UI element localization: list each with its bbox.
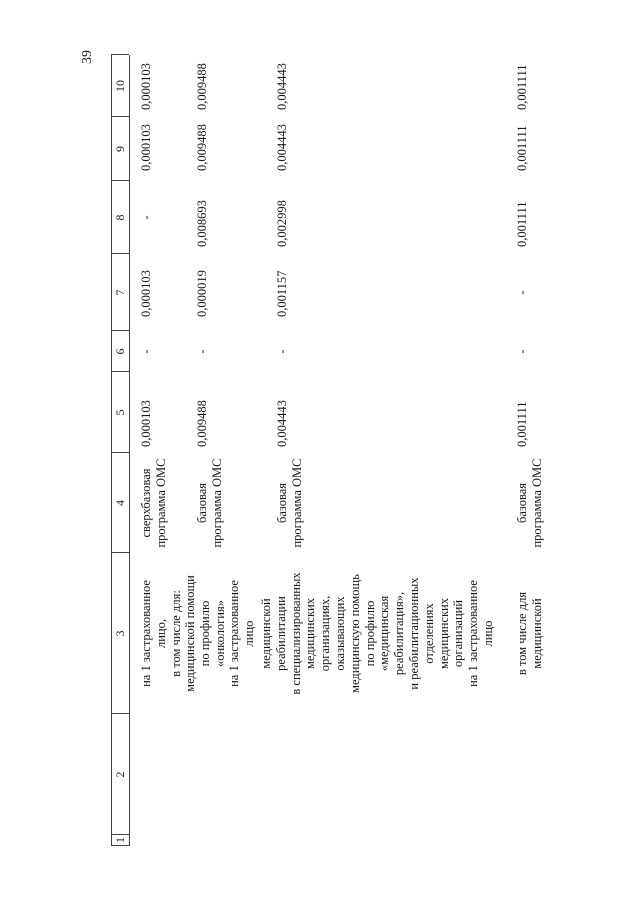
row-1-col6: - <box>139 349 153 354</box>
text-line: медицинскую помощь <box>347 574 362 693</box>
row-4-col9: 0,001111 <box>515 125 529 171</box>
row-3-col7: 0,001157 <box>275 270 289 317</box>
col-header-7: 7 <box>113 289 127 296</box>
text-line: отделениях <box>421 603 436 664</box>
text-line: лицо, <box>153 619 168 648</box>
text-line: и реабилитационных <box>406 577 421 690</box>
text-line: медицинской <box>529 598 544 669</box>
text-line: в том числе для: <box>168 590 183 677</box>
row-2-col6: - <box>195 349 209 354</box>
row-2-col8: 0,008693 <box>195 200 209 247</box>
row-4-col7: - <box>515 290 529 295</box>
text-line: по профилю <box>197 600 212 667</box>
text-line: программа ОМС <box>209 458 224 548</box>
text-line: оказывающих <box>332 596 347 671</box>
text-line: базовая <box>275 482 289 524</box>
col-header-8: 8 <box>113 214 127 221</box>
col-header-2: 2 <box>113 771 127 778</box>
text-line: «медицинская <box>377 595 392 672</box>
text-line: лицо <box>242 620 257 647</box>
row-3-program <box>275 453 305 553</box>
col-header-9: 9 <box>113 146 127 152</box>
text-line: по профилю <box>362 600 377 667</box>
text-line: базовая <box>195 482 209 524</box>
row-3-col9: 0,004443 <box>275 124 289 171</box>
text-line: сверхбазовая <box>139 468 153 538</box>
row-3-col8: 0,002998 <box>275 200 289 247</box>
col-header-3: 3 <box>113 630 127 637</box>
text-line: организаций <box>451 599 466 668</box>
row-2-col7: 0,000019 <box>195 270 209 317</box>
text-line: реабилитации <box>273 596 288 671</box>
col-header-4: 4 <box>113 500 127 506</box>
row-1-col8: - <box>139 215 153 220</box>
text-line: реабилитация», <box>392 591 407 676</box>
text-line: в специализированных <box>288 572 303 695</box>
row-1-description <box>139 553 183 714</box>
text-line: «онкология» <box>212 599 227 668</box>
text-line: медицинской помощи <box>183 575 197 692</box>
row-4-col6: - <box>515 349 529 354</box>
col-header-1: 1 <box>113 837 127 843</box>
row-4-col10: 0,001111 <box>515 64 529 110</box>
row-4-col5: 0,001111 <box>515 401 529 447</box>
text-line: организациях, <box>318 595 333 672</box>
text-line: медицинских <box>303 598 318 669</box>
text-line: медицинских <box>436 598 451 669</box>
text-line: в том числе для <box>515 591 529 676</box>
row-2-col10: 0,009488 <box>195 63 209 110</box>
row-2-col9: 0,009488 <box>195 124 209 171</box>
text-line: на 1 застрахованное <box>139 580 153 687</box>
text-line: программа ОМС <box>529 458 544 548</box>
row-1-program <box>139 453 169 553</box>
row-3-col6: - <box>275 349 289 354</box>
row-1-col7: 0,000103 <box>139 270 153 317</box>
row-3-col5: 0,004443 <box>275 400 289 447</box>
header-bottom-border <box>129 55 130 846</box>
row-2-description <box>183 553 257 714</box>
row-4-col8: 0,001111 <box>515 201 529 247</box>
row-1-col5: 0,000103 <box>139 400 153 447</box>
col-header-10: 10 <box>113 80 127 92</box>
row-4-description <box>515 553 545 714</box>
row-1-col9: 0,000103 <box>139 124 153 171</box>
row-3-col10: 0,004443 <box>275 63 289 110</box>
row-1-col10: 0,000103 <box>139 63 153 110</box>
text-line: на 1 застрахованное <box>466 580 481 687</box>
row-2-col5: 0,009488 <box>195 400 209 447</box>
row-3-description <box>259 553 496 714</box>
col-header-6: 6 <box>113 348 127 355</box>
text-line: медицинской <box>259 598 273 669</box>
text-line: программа ОМС <box>289 458 304 548</box>
row-2-program <box>195 453 225 553</box>
table-top-border <box>111 55 112 846</box>
text-line: базовая <box>515 482 529 524</box>
page-number: 39 <box>80 50 95 64</box>
text-line: на 1 застрахованное <box>227 580 242 687</box>
text-line: лицо <box>480 620 495 647</box>
row-4-program <box>515 453 545 553</box>
col-header-5: 5 <box>113 409 127 416</box>
text-line: программа ОМС <box>153 458 168 548</box>
